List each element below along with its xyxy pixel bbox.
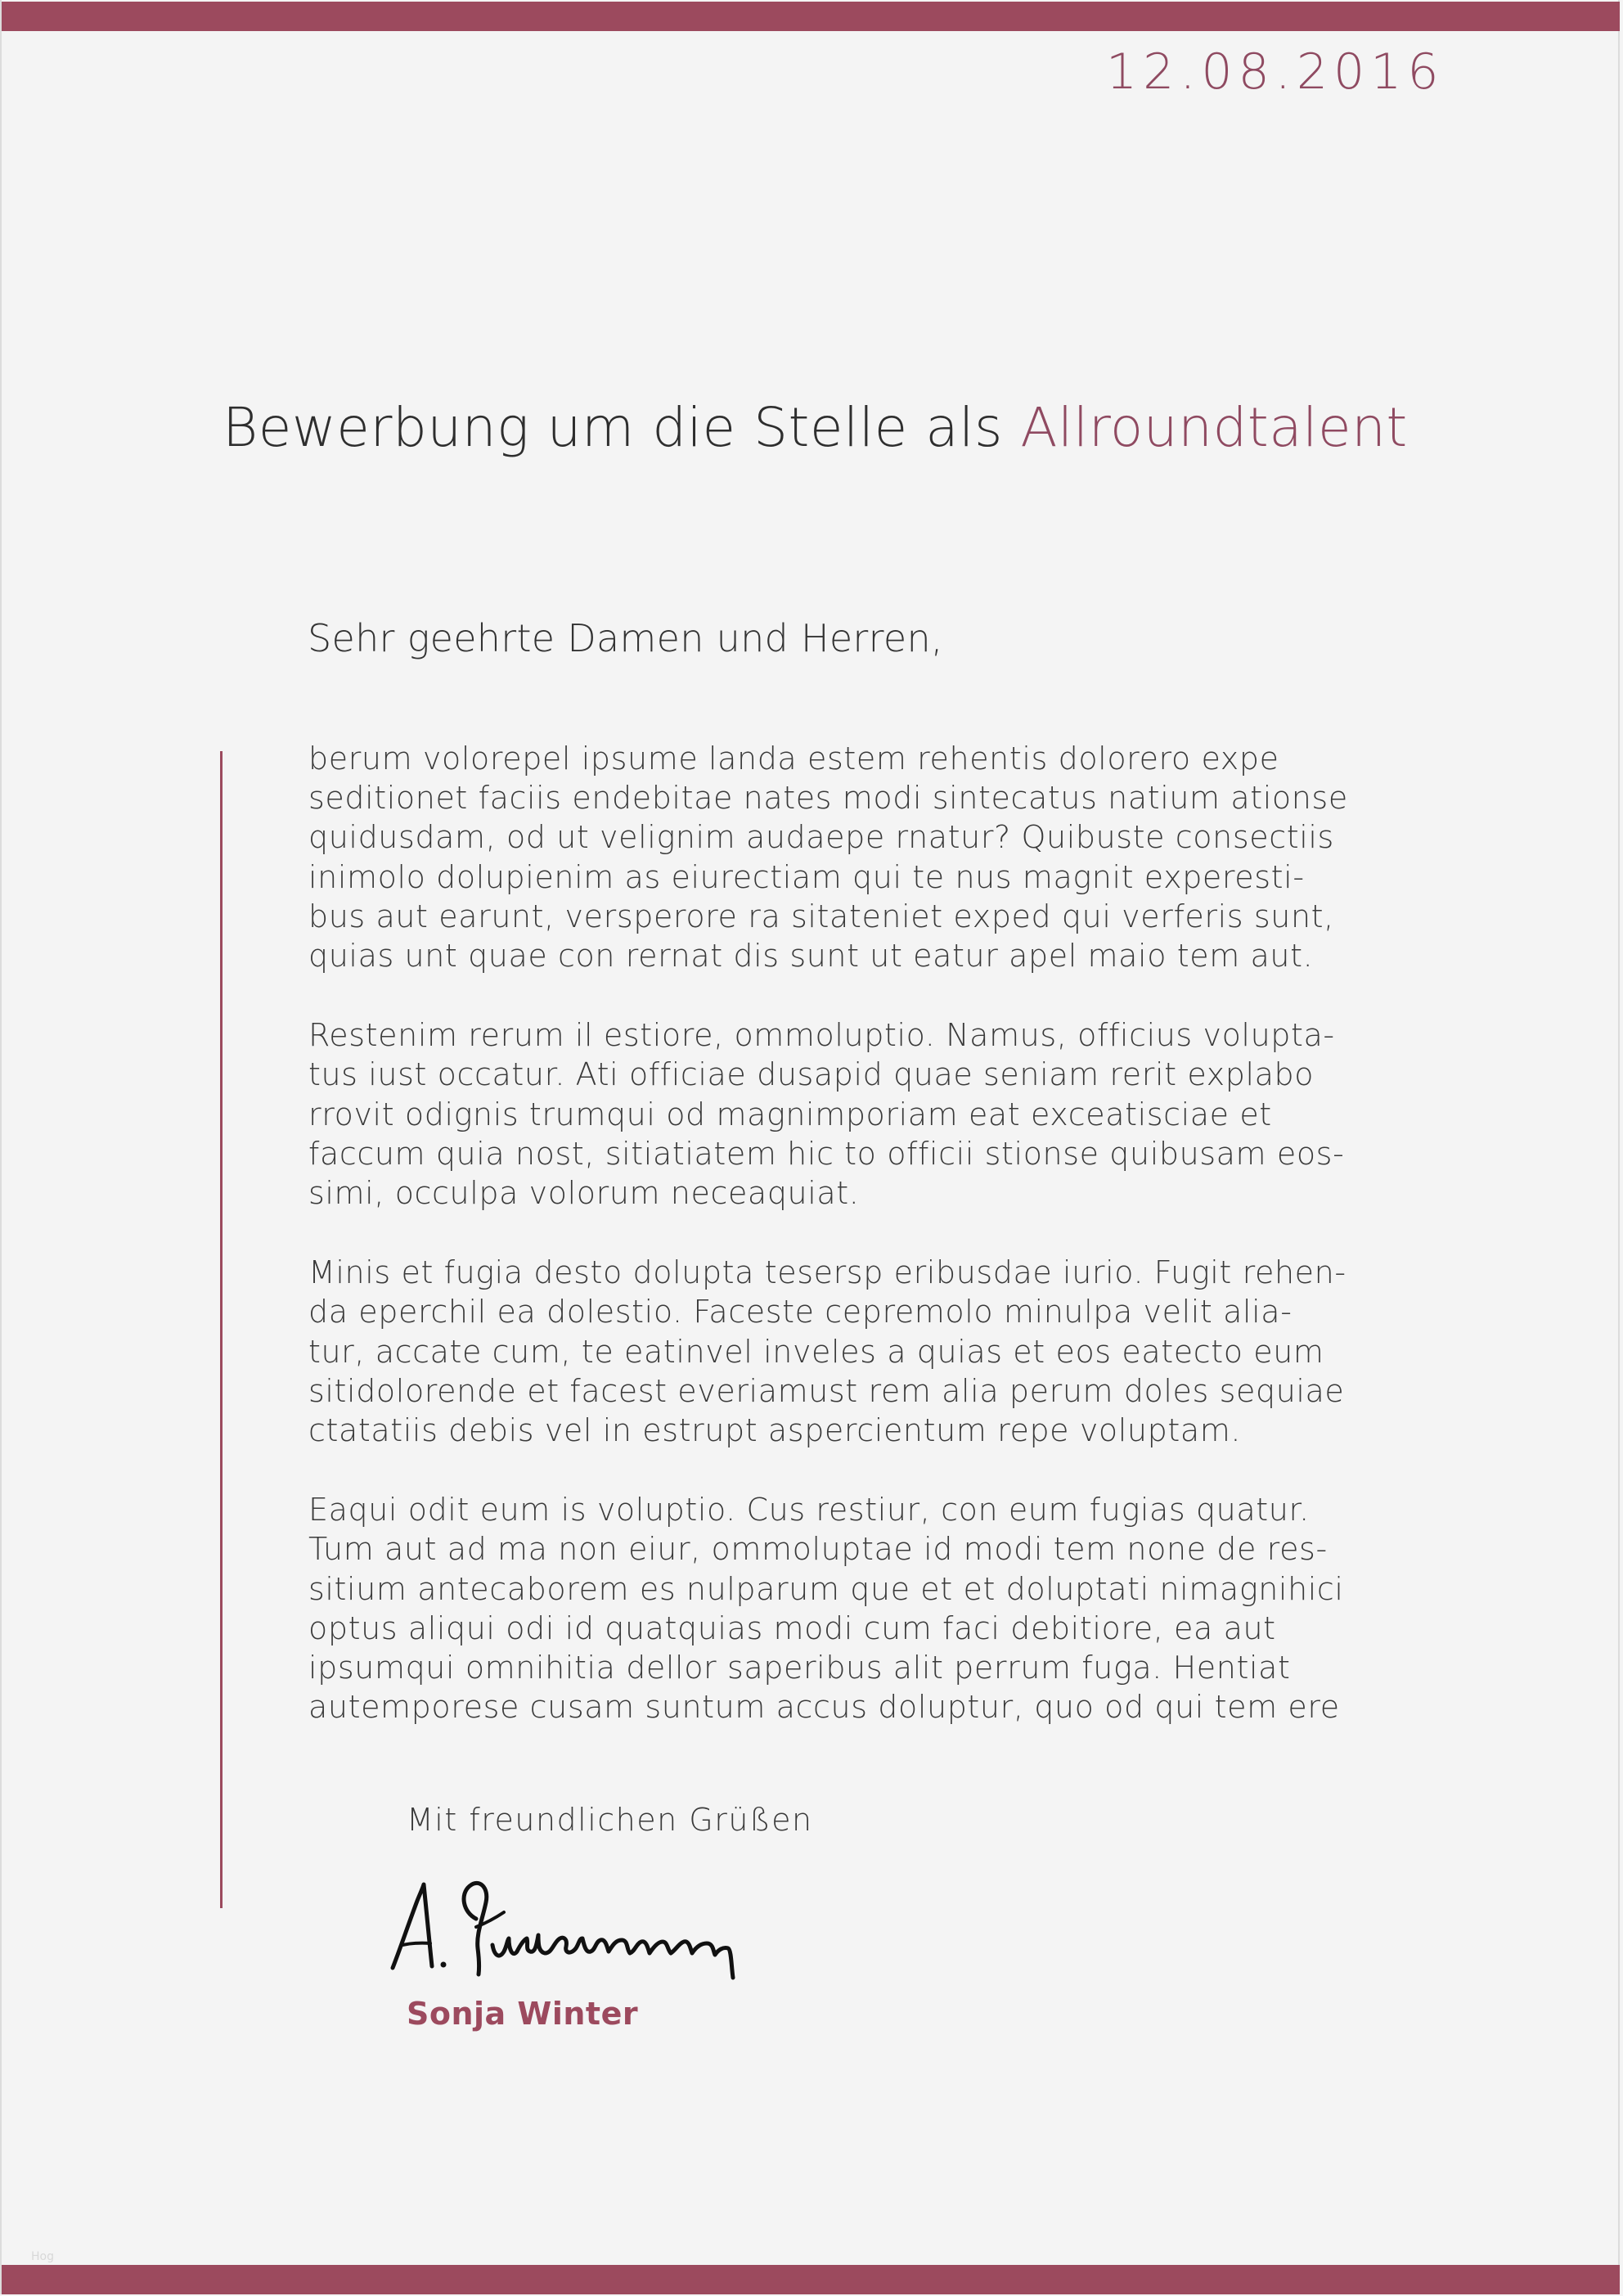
salutation: Sehr geehrte Damen und Herren, (308, 616, 943, 660)
paragraph-4 (308, 1490, 1396, 1727)
body-line: quidusdam, od ut velignim audaepe rnatur? Quibuste consectiis (308, 819, 1334, 856)
bottom-accent-bar (2, 2265, 1620, 2294)
watermark-text: Hog (31, 2250, 54, 2263)
body-line: seditionet faciis endebitae nates modi sintecatus natium ationse (308, 780, 1348, 817)
body-line: inimolo dolupienim as eiurectiam qui te nus magnit experesti- (308, 858, 1305, 895)
body-line: Tum aut ad ma non eiur, ommoluptae id modi tem none de res- (308, 1531, 1328, 1568)
letter-date: 12.08.2016 (1106, 43, 1445, 101)
paragraph-3 (308, 1253, 1396, 1450)
letter-title-position: Allroundtalent (1020, 396, 1408, 459)
body-line: bus aut earunt, versperore ra sitateniet exped qui verferis sunt, (308, 898, 1334, 934)
body-line: Minis et fugia desto dolupta tesersp eribusdae iurio. Fugit rehen- (308, 1254, 1347, 1291)
body-line: sitidolorende et facest everiamust rem alia perum doles sequiae (308, 1372, 1345, 1409)
body-line: autemporese cusam suntum accus doluptur, quo od qui tem ere (308, 1689, 1340, 1726)
accent-vertical-line (220, 751, 223, 1908)
body-line: rrovit odignis trumqui od magnimporiam eat exceatisciae et (308, 1096, 1272, 1132)
closing-phrase: Mit freundlichen Grüßen (407, 1802, 813, 1838)
body-line: sitium antecaborem es nulparum que et et doluptati nimagnihici (308, 1570, 1344, 1607)
letter-title-prefix: Bewerbung um die Stelle als (223, 396, 1021, 459)
paragraph-1 (308, 739, 1396, 975)
body-line: da eperchil ea dolestio. Faceste cepremolo minulpa velit alia- (308, 1294, 1293, 1330)
body-line: faccum quia nost, sitiatiatem hic to officii stionse quibusam eos- (308, 1135, 1345, 1172)
body-line: berum volorepel ipsume landa estem rehentis dolorero expe (308, 741, 1279, 777)
letter-body (308, 739, 1396, 1767)
paragraph-2 (308, 1015, 1396, 1213)
body-line: quias unt quae con rernat dis sunt ut eatur apel maio tem aut. (308, 938, 1314, 975)
body-line: simi, occulpa volorum neceaquiat. (308, 1175, 860, 1212)
body-line: optus aliqui odi id quatquias modi cum faci debitiore, ea aut (308, 1609, 1276, 1646)
sender-name: Sonja Winter (407, 1996, 639, 2032)
letter-title (223, 391, 1408, 465)
body-line: ctatatiis debis vel in estrupt aspercientum repe voluptam. (308, 1412, 1242, 1449)
body-line: tus iust occatur. Ati officiae dusapid quae seniam rerit explabo (308, 1056, 1315, 1093)
body-line: tur, accate cum, te eatinvel inveles a quias et eos eatecto eum (308, 1333, 1324, 1370)
body-line: Restenim rerum il estiore, ommoluptio. Namus, officius volupta- (308, 1017, 1335, 1054)
body-line: ipsumqui omnihitia dellor saperibus alit perrum fuga. Hentiat (308, 1650, 1291, 1686)
body-line: Eaqui odit eum is voluptio. Cus restiur, con eum fugias quatur. (308, 1492, 1310, 1528)
top-accent-bar (2, 2, 1620, 31)
signature-icon (384, 1870, 761, 1992)
